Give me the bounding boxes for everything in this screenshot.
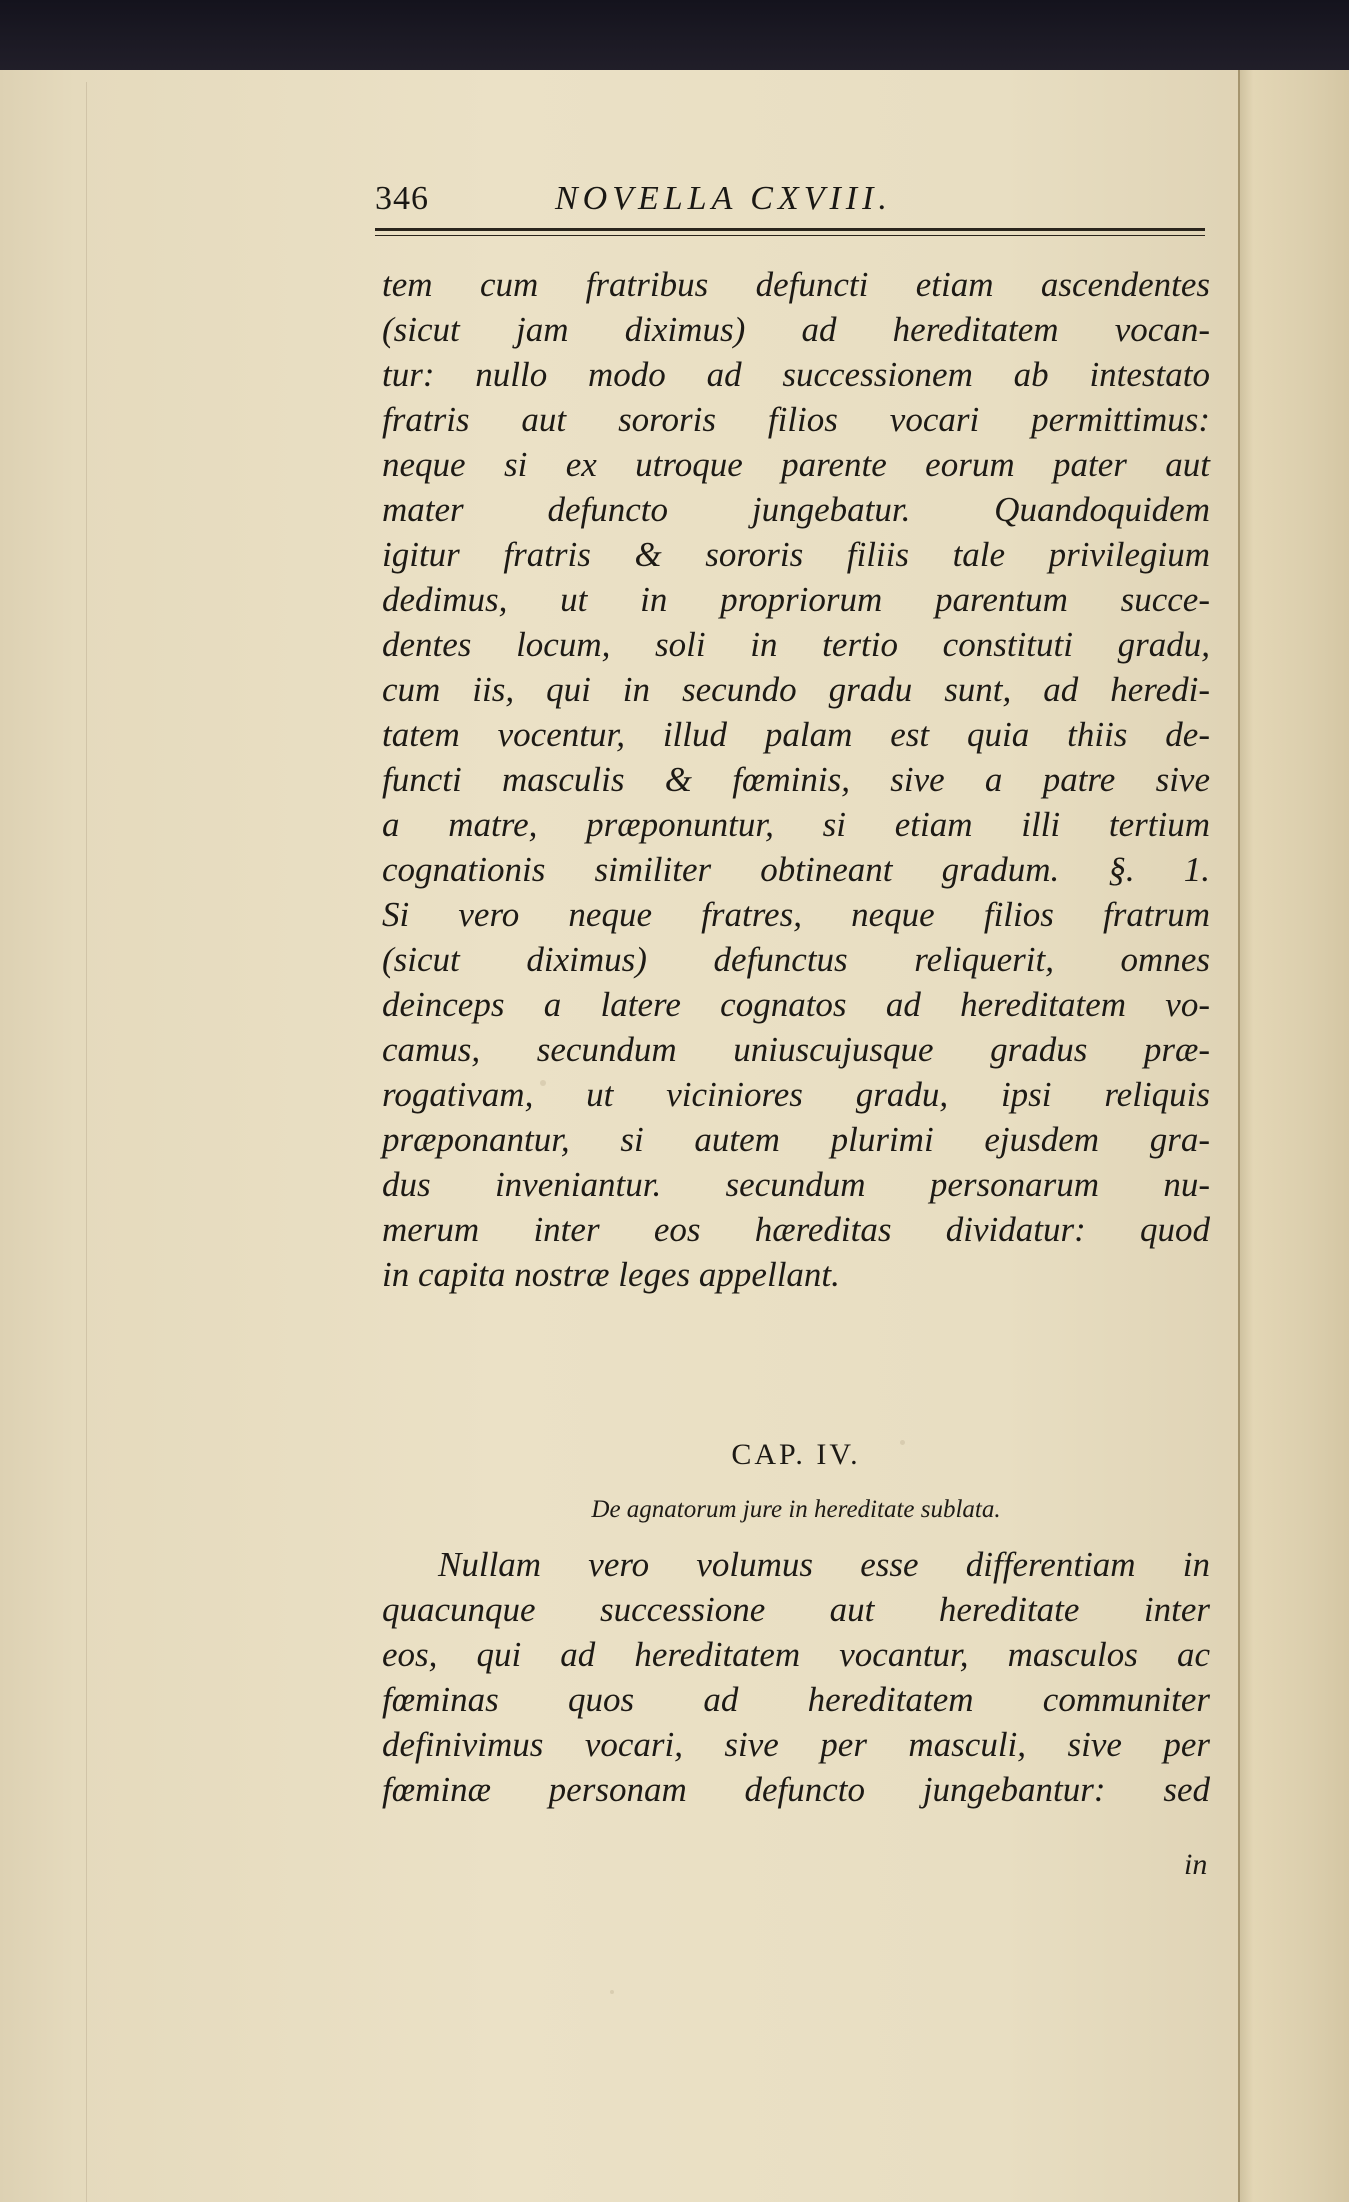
text-line: (sicut diximus) defunctus reliquerit, omnes [382,940,1210,979]
header-rule-thin [375,235,1205,236]
text-line: igitur fratris & sororis filiis tale privilegium [382,535,1210,574]
chapter-text-line: quacunque successione aut hereditate inter [382,1590,1210,1629]
chapter-heading: CAP. IV. [731,1438,861,1471]
chapter-subtitle: De agnatorum jure in hereditate sublata. [591,1496,1001,1523]
text-line: cognationis similiter obtineant gradum. §. 1. [382,850,1210,889]
text-line: dedimus, ut in propriorum parentum succe- [382,580,1210,619]
text-line: dus inveniantur. secundum personarum nu- [382,1165,1210,1204]
main-text-block [382,262,1210,1297]
text-line: camus, secundum uniuscujusque gradus præ- [382,1030,1210,1069]
text-line: fratris aut sororis filios vocari permittimus: [382,400,1210,439]
text-line: Si vero neque fratres, neque filios fratrum [382,895,1210,934]
text-line: functi masculis & fœminis, sive a patre sive [382,760,1210,799]
bleed-through-mark [1250,140,1290,180]
text-line: cum iis, qui in secundo gradu sunt, ad heredi- [382,670,1210,709]
chapter-text-block [382,1542,1210,1812]
header-rule [375,228,1205,231]
text-line: a matre, præponuntur, si etiam illi tertium [382,805,1210,844]
text-line: (sicut jam diximus) ad hereditatem vocan- [382,310,1210,349]
text-line: mater defuncto jungebatur. Quandoquidem [382,490,1210,529]
text-line: tem cum fratribus defuncti etiam ascendentes [382,265,1210,304]
running-title: NOVELLA CXVIII. [555,180,892,217]
chapter-text-line: definivimus vocari, sive per masculi, sive per [382,1725,1210,1764]
page-header [375,176,1205,224]
text-line: dentes locum, soli in tertio constituti gradu, [382,625,1210,664]
catchword: in [1184,1848,1208,1881]
chapter-text-line: Nullam vero volumus esse differentiam in [438,1545,1210,1584]
text-line: præponantur, si autem plurimi ejusdem gra- [382,1120,1210,1159]
text-line: rogativam, ut viciniores gradu, ipsi reliquis [382,1075,1210,1114]
text-line: merum inter eos hæreditas dividatur: quod [382,1210,1210,1249]
chapter-text-line: fœminæ personam defuncto jungebantur: sed [382,1770,1210,1809]
text-line: neque si ex utroque parente eorum pater aut [382,445,1210,484]
chapter-text-line: fœminas quos ad hereditatem communiter [382,1680,1210,1719]
page-edge-line [86,82,87,2202]
paper-speck [610,1990,614,1994]
chapter-text-line: eos, qui ad hereditatem vocantur, masculos ac [382,1635,1210,1674]
text-line: deinceps a latere cognatos ad hereditatem vo- [382,985,1210,1024]
text-line-last: in capita nostræ leges appellant. [382,1255,840,1294]
next-page-edge [1238,70,1349,2202]
text-line: tur: nullo modo ad successionem ab intestato [382,355,1210,394]
text-line: tatem vocentur, illud palam est quia thiis de- [382,715,1210,754]
page-number: 346 [375,180,429,217]
